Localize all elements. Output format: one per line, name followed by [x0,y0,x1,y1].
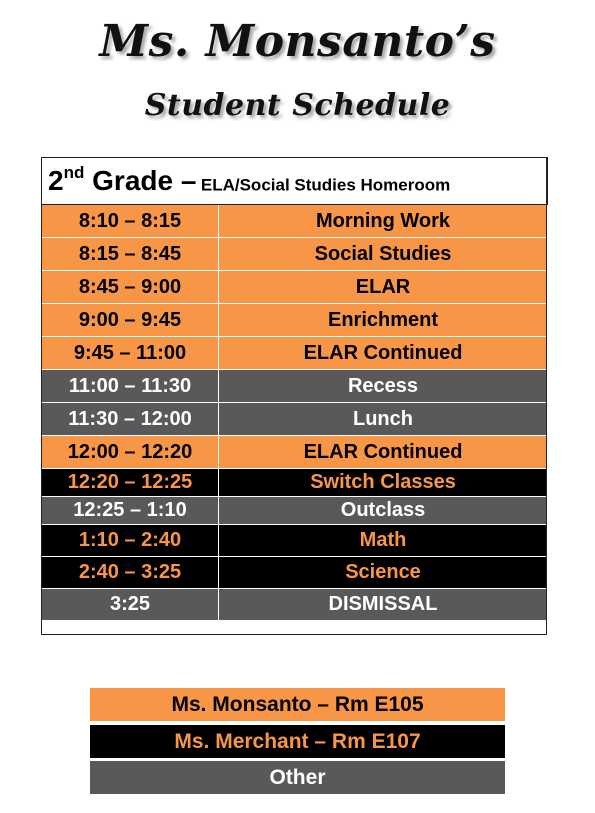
grade-header [42,158,548,205]
legend-label: Other [269,766,326,789]
page-title: Ms. Monsanto’s [99,16,496,67]
homeroom-label: ELA/Social Studies Homeroom [200,175,451,195]
schedule-subject: Morning Work [219,205,548,238]
schedule-row [42,403,548,436]
schedule-row [42,304,548,337]
schedule-subject: Science [219,557,548,589]
page-subtitle: Student Schedule [144,88,451,123]
schedule-time: 11:00 – 11:30 [42,370,219,403]
schedule-table [41,157,548,621]
schedule-row [42,436,548,469]
schedule-subject: Outclass [219,497,548,525]
schedule-subject: Switch Classes [219,469,548,497]
schedule-time: 9:00 – 9:45 [42,304,219,337]
schedule-time: 2:40 – 3:25 [42,557,219,589]
schedule-row [42,589,548,621]
schedule-row [42,370,548,403]
schedule-subject: ELAR Continued [219,436,548,469]
schedule-subject: Lunch [219,403,548,436]
grade-number: 2 [48,165,64,197]
schedule-row [42,469,548,497]
schedule-row [42,525,548,557]
schedule-subject: ELAR [219,271,548,304]
legend-item-monsanto [90,688,505,721]
schedule-time: 9:45 – 11:00 [42,337,219,370]
schedule-time: 12:25 – 1:10 [42,497,219,525]
grade-word: Grade – [92,165,197,197]
schedule-subject: ELAR Continued [219,337,548,370]
schedule-time: 8:45 – 9:00 [42,271,219,304]
schedule-row [42,271,548,304]
legend-label: Ms. Monsanto – Rm E105 [171,693,424,716]
legend-item-merchant [90,725,505,758]
schedule-row [42,238,548,271]
legend-item-other [90,761,505,794]
schedule-subject: Recess [219,370,548,403]
grade-label [48,162,197,197]
schedule-row [42,337,548,370]
schedule-time: 8:10 – 8:15 [42,205,219,238]
schedule-header-row [42,158,548,205]
schedule-subject: DISMISSAL [219,589,548,621]
schedule-row [42,557,548,589]
schedule-time: 11:30 – 12:00 [42,403,219,436]
schedule-subject: Enrichment [219,304,548,337]
schedule-time: 12:00 – 12:20 [42,436,219,469]
schedule-row [42,205,548,238]
schedule-time: 3:25 [42,589,219,621]
schedule-time: 1:10 – 2:40 [42,525,219,557]
legend-label: Ms. Merchant – Rm E107 [174,730,421,753]
schedule-time: 12:20 – 12:25 [42,469,219,497]
grade-suffix: nd [63,162,85,182]
schedule-time: 8:15 – 8:45 [42,238,219,271]
schedule-subject: Social Studies [219,238,548,271]
schedule-subject: Math [219,525,548,557]
schedule-row [42,497,548,525]
